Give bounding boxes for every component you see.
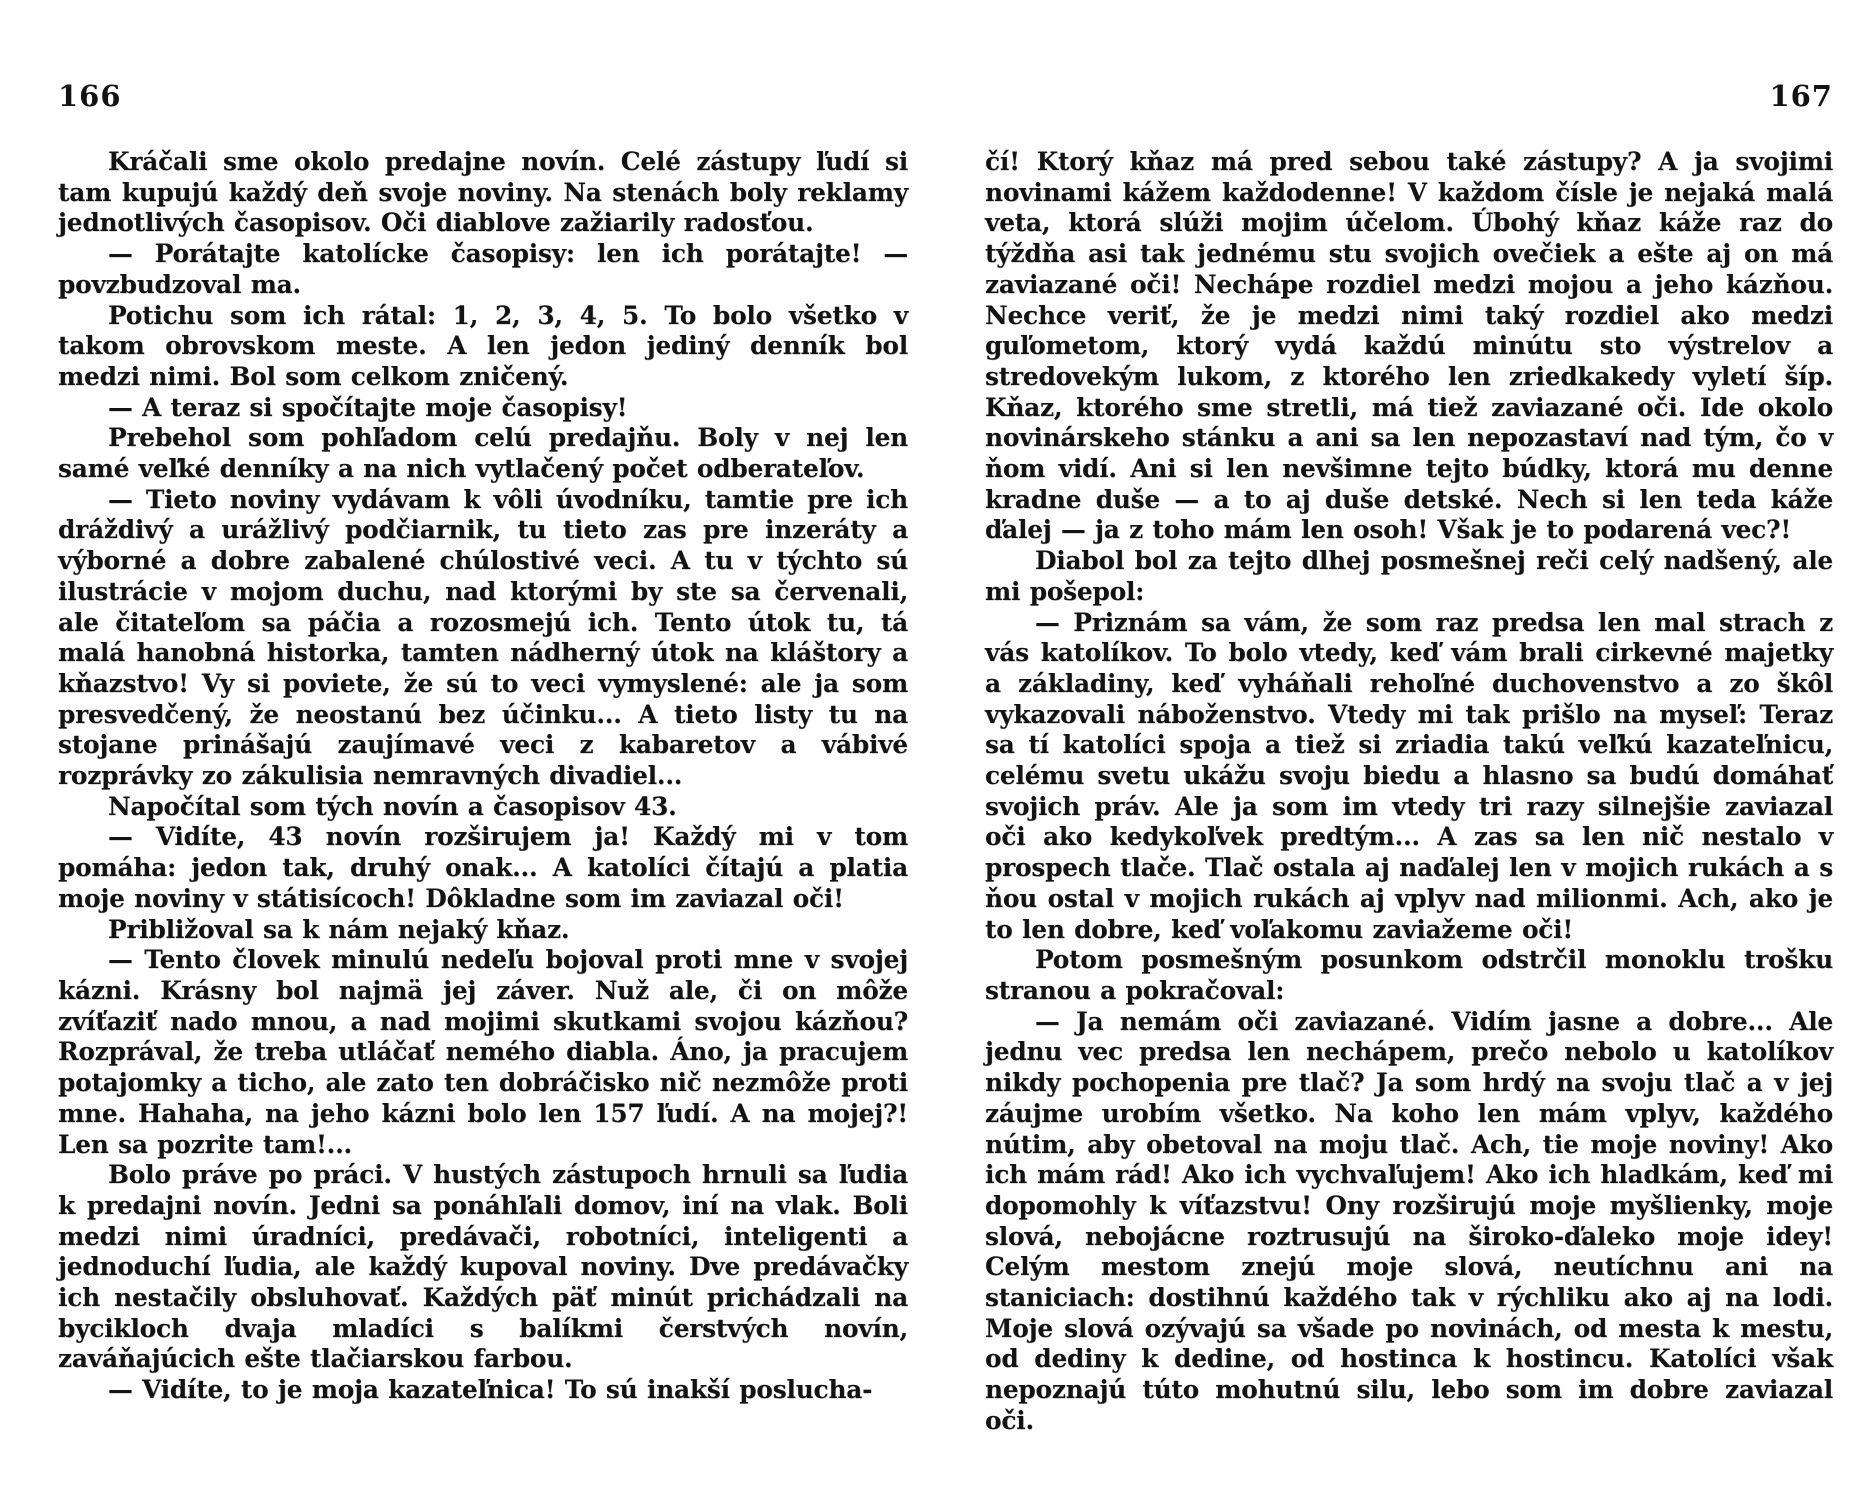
page-167 <box>985 79 1833 1437</box>
paragraph: — Tento človek minulú nedeľu bojoval proti mne v svojej kázni. Krásny bol najmä jej záver. Nuž ale, či on môže zvíťaziť nado mnou, a nad mojimi skutkami svojou kázňou? Rozprával, že treba utláčať nemého diabla. Áno, ja pracujem potajomky a ticho, ale zato ten dobráčisko nič nezmôže proti mne. Hahaha, na jeho kázni bolo len 157 ľudí. A na mojej?! Len sa pozrite tam!... <box>58 945 908 1159</box>
paragraph: — Priznám sa vám, že som raz predsa len mal strach z vás katolíkov. To bolo vtedy, keď vám brali cirkevné majetky a základiny, keď vyháňali rehoľné duchovenstvo a zo škôl vykazovali náboženstvo. Vtedy mi tak prišlo na myseľ: Teraz sa tí katolíci spoja a tiež si zriadia takú veľkú kazateľnicu, celému svetu ukážu svoju biedu a hlasno sa budú domáhať svojich práv. Ale ja som im vtedy tri razy silnejšie zaviazal oči ako kedykoľvek predtým... A zas sa len nič nestalo v prospech tlače. Tlač ostala aj naďalej len v mojich rukách a s ňou ostal v mojich rukách aj vplyv nad milionmi. Ach, ako je to len dobre, keď voľakomu zaviažeme oči! <box>985 607 1833 944</box>
paragraph: Približoval sa k nám nejaký kňaz. <box>108 914 570 944</box>
paragraph: Potom posmešným posunkom odstrčil monoklu trošku stranou a pokračoval: <box>985 945 1833 1005</box>
paragraph: — Tieto noviny vydávam k vôli úvodníku, tamtie pre ich dráždivý a urážlivý podčiarnik, tu tieto zas pre inzeráty a výborné a dobre zabalené chúlostivé veci. A tu v týchto sú ilustrácie v mojom duchu, nad ktorými by ste sa červenali, ale čitateľom sa páčia a rozosmejú ich. Tento útok tu, tá malá hanobná historka, tamten nádherný útok na kláštory a kňazstvo! Vy si poviete, že sú to veci vymyslené: ale ja som presvedčený, že neostanú bez účinku... A tieto listy tu na stojane prinášajú zaujímavé veci z kabaretov a vábivé rozprávky zo zákulisia nemravných divadiel... <box>58 484 908 791</box>
paragraph: Prebehol som pohľadom celú predajňu. Boly v nej len samé veľké denníky a na nich vytlačený počet odberateľov. <box>58 423 908 484</box>
left-text-column <box>58 147 908 1406</box>
paragraph: — Vidíte, 43 novín rozširujem ja! Každý mi v tom pomáha: jedon tak, druhý onak... A katolíci čítajú a platia moje noviny v státisícoch! Dôkladne som im zaviazal oči! <box>58 822 908 913</box>
paragraph: — Vidíte, to je moja kazateľnica! To sú inakší poslucha- <box>108 1375 873 1405</box>
paragraph: Potichu som ich rátal: 1, 2, 3, 4, 5. To bolo všetko v takom obrovskom meste. A len jedon jediný denník bol medzi nimi. Bol som celkom zničený. <box>58 300 908 391</box>
paragraph: Kráčali sme okolo predajne novín. Celé zástupy ľudí si tam kupujú každý deň svoje noviny. Na stenách boly reklamy jednotlivých časopisov. Oči diablove zažiarily radosťou. <box>58 147 908 238</box>
paragraph: — A teraz si spočítajte moje časopisy! <box>108 392 628 422</box>
page-number-right: 167 <box>1769 79 1833 113</box>
paragraph-continuation: čí! Ktorý kňaz má pred sebou také zástupy? A ja svojimi novinami kážem každodenne! V každom čísle je nejaká malá veta, ktorá slúži mojim účelom. Úbohý kňaz káže raz do týždňa asi tak jednému stu svojich ovečiek a ešte aj on má zaviazané oči! Nechápe rozdiel medzi mojou a jeho kázňou. Nechce veriť, že je medzi nimi taký rozdiel ako medzi guľometom, ktorý vydá každú minútu sto výstrelov a stredovekým lukom, z ktorého len zriedkakedy vyletí šíp. Kňaz, ktorého sme stretli, má tiež zaviazané oči. Ide okolo novinárskeho stánku a ani sa len nepozastaví nad tým, čo v ňom vidí. Ani si len nevšimne tejto búdky, ktorá mu denne kradne duše — a to aj duše detské. Nech si len teda káže ďalej — ja z toho mám len osoh! Však je to podarená vec?! <box>985 147 1833 545</box>
page-number-left: 166 <box>58 79 122 113</box>
right-text-column <box>985 147 1833 1437</box>
paragraph: Diabol bol za tejto dlhej posmešnej reči celý nadšený, ale mi pošepol: <box>985 546 1833 606</box>
paragraph: Napočítal som tých novín a časopisov 43. <box>108 791 677 821</box>
paragraph: — Porátajte katolícke časopisy: len ich porátajte! — povzbudzoval ma. <box>58 239 908 299</box>
paragraph: Bolo práve po práci. V hustých zástupoch hrnuli sa ľudia k predajni novín. Jedni sa ponáhľali domov, iní na vlak. Boli medzi nimi úradníci, predávači, robotníci, inteligenti a jednoduchí ľudia, ale každý kupoval noviny. Dve predávačky ich nestačily obsluhovať. Každých päť minút prichádzali na bycikloch dvaja mladíci s balíkmi čerstvých novín, zaváňajúcich ešte tlačiarskou farbou. <box>58 1160 908 1374</box>
page-166 <box>58 79 908 1406</box>
paragraph: — Ja nemám oči zaviazané. Vidím jasne a dobre... Ale jednu vec predsa len nechápem, prečo nebolo u katolíkov nikdy pochopenia pre tlač? Ja som hrdý na svoju tlač a v jej záujme urobím všetko. Na koho len mám vplyv, každého nútim, aby obetoval na moju tlač. Ach, tie moje noviny! Ako ich mám rád! Ako ich vychvaľujem! Ako ich hladkám, keď mi dopomohly k víťazstvu! Ony rozširujú moje myšlienky, moje slová, nebojácne roztrusujú na široko-ďaleko moje idey! Celým mestom znejú moje slová, neutíchnu ani na staniciach: dostihnú každého tak v rýchliku ako aj na lodi. Moje slová ozývajú sa všade po novinách, od mesta k mestu, od dediny k dedine, od hostinca k hostincu. Katolíci však nepoznajú túto mohutnú silu, lebo som im dobre zaviazal oči. <box>985 1006 1833 1435</box>
